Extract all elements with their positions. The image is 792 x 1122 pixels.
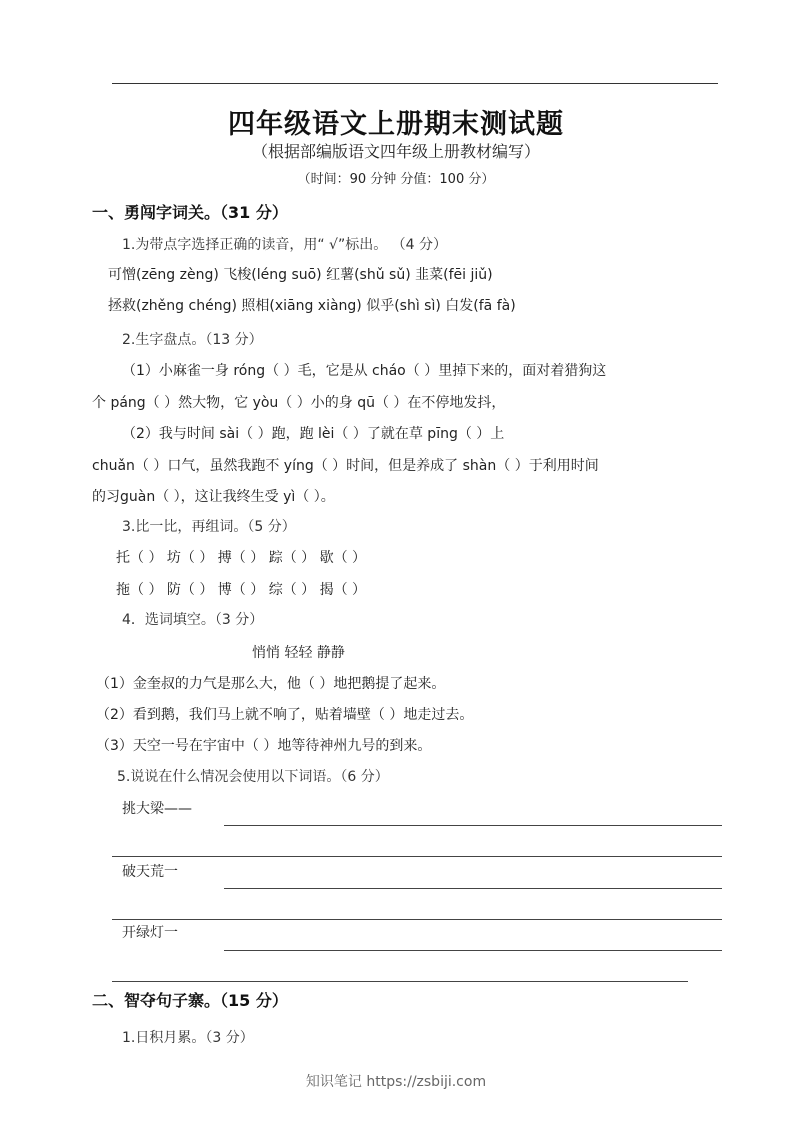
q2-prompt: 2.生字盘点。（13 分） xyxy=(122,332,263,348)
page-subtitle: （根据部编版语文四年级上册教材编写） xyxy=(251,142,540,161)
q1-row-2: 拯救(zhěng chéng) 照相(xiāng xiàng) 似乎(shì sì) 白发(fā fà) xyxy=(108,298,516,314)
section-2-q1: 1.日积月累。（3 分） xyxy=(122,1030,254,1046)
answer-line[interactable] xyxy=(112,919,722,920)
footer-watermark: 知识笔记 https://zsbiji.com xyxy=(305,1074,487,1090)
q2-line-3: （2）我与时间 sài（ ）跑，跑 lèi（ ）了就在草 pīng（ ）上 xyxy=(122,426,505,442)
answer-line[interactable] xyxy=(224,950,722,951)
q5-word-1: 挑大梁—— xyxy=(122,801,192,817)
q3-row-2: 拖（ ） 防（ ） 博（ ） 综（ ） 揭（ ） xyxy=(116,582,367,598)
q3-prompt: 3.比一比，再组词。（5 分） xyxy=(122,519,296,535)
answer-line[interactable] xyxy=(224,888,722,889)
exam-meta: （时间：90 分钟 分值：100 分） xyxy=(297,172,495,187)
q5-prompt: 5.说说在什么情况会使用以下词语。（6 分） xyxy=(117,769,389,785)
section-1-heading: 一、勇闯字词关。（31 分） xyxy=(92,203,288,222)
q2-line-4: chuǎn（ ）口气，虽然我跑不 yíng（ ）时间，但是养成了 shàn（ ）于利用时间 xyxy=(92,458,599,474)
q3-row-1: 托（ ） 坊（ ） 搏（ ） 踪（ ） 歇（ ） xyxy=(116,550,367,566)
q2-line-1: （1）小麻雀一身 róng（ ）毛，它是从 cháo（ ）里掉下来的，面对着猎狗这 xyxy=(122,363,607,379)
q5-word-2: 破天荒一 xyxy=(122,864,178,880)
q4-sentence-1: （1）金奎叔的力气是那么大，他（ ）地把鹅提了起来。 xyxy=(96,676,446,692)
q2-line-2: 个 páng（ ）然大物，它 yòu（ ）小的身 qū（ ）在不停地发抖， xyxy=(92,395,506,411)
answer-line[interactable] xyxy=(112,856,722,857)
q2-line-5: 的习guàn（ ），这让我终生受 yì（ ）。 xyxy=(92,489,335,505)
q1-row-1: 可憎(zēng zèng) 飞梭(léng suō) 红薯(shǔ sǔ) 韭菜(fēi jiǔ) xyxy=(108,267,493,283)
q4-prompt: 4．选词填空。（3 分） xyxy=(122,612,264,628)
answer-line[interactable] xyxy=(224,825,722,826)
section-2-heading: 二、智夺句子寨。（15 分） xyxy=(92,991,288,1010)
q4-sentence-2: （2）看到鹅，我们马上就不响了，贴着墙壁（ ）地走过去。 xyxy=(96,707,474,723)
q4-sentence-3: （3）天空一号在宇宙中（ ）地等待神州九号的到来。 xyxy=(96,738,432,754)
top-rule xyxy=(112,83,718,84)
answer-line[interactable] xyxy=(112,981,688,982)
q4-options: 悄悄 轻轻 静静 xyxy=(252,645,345,661)
q1-prompt: 1.为带点字选择正确的读音，用“ √”标出。 （4 分） xyxy=(122,237,448,253)
page-title: 四年级语文上册期末测试题 xyxy=(228,109,564,140)
q5-word-3: 开绿灯一 xyxy=(122,925,178,941)
